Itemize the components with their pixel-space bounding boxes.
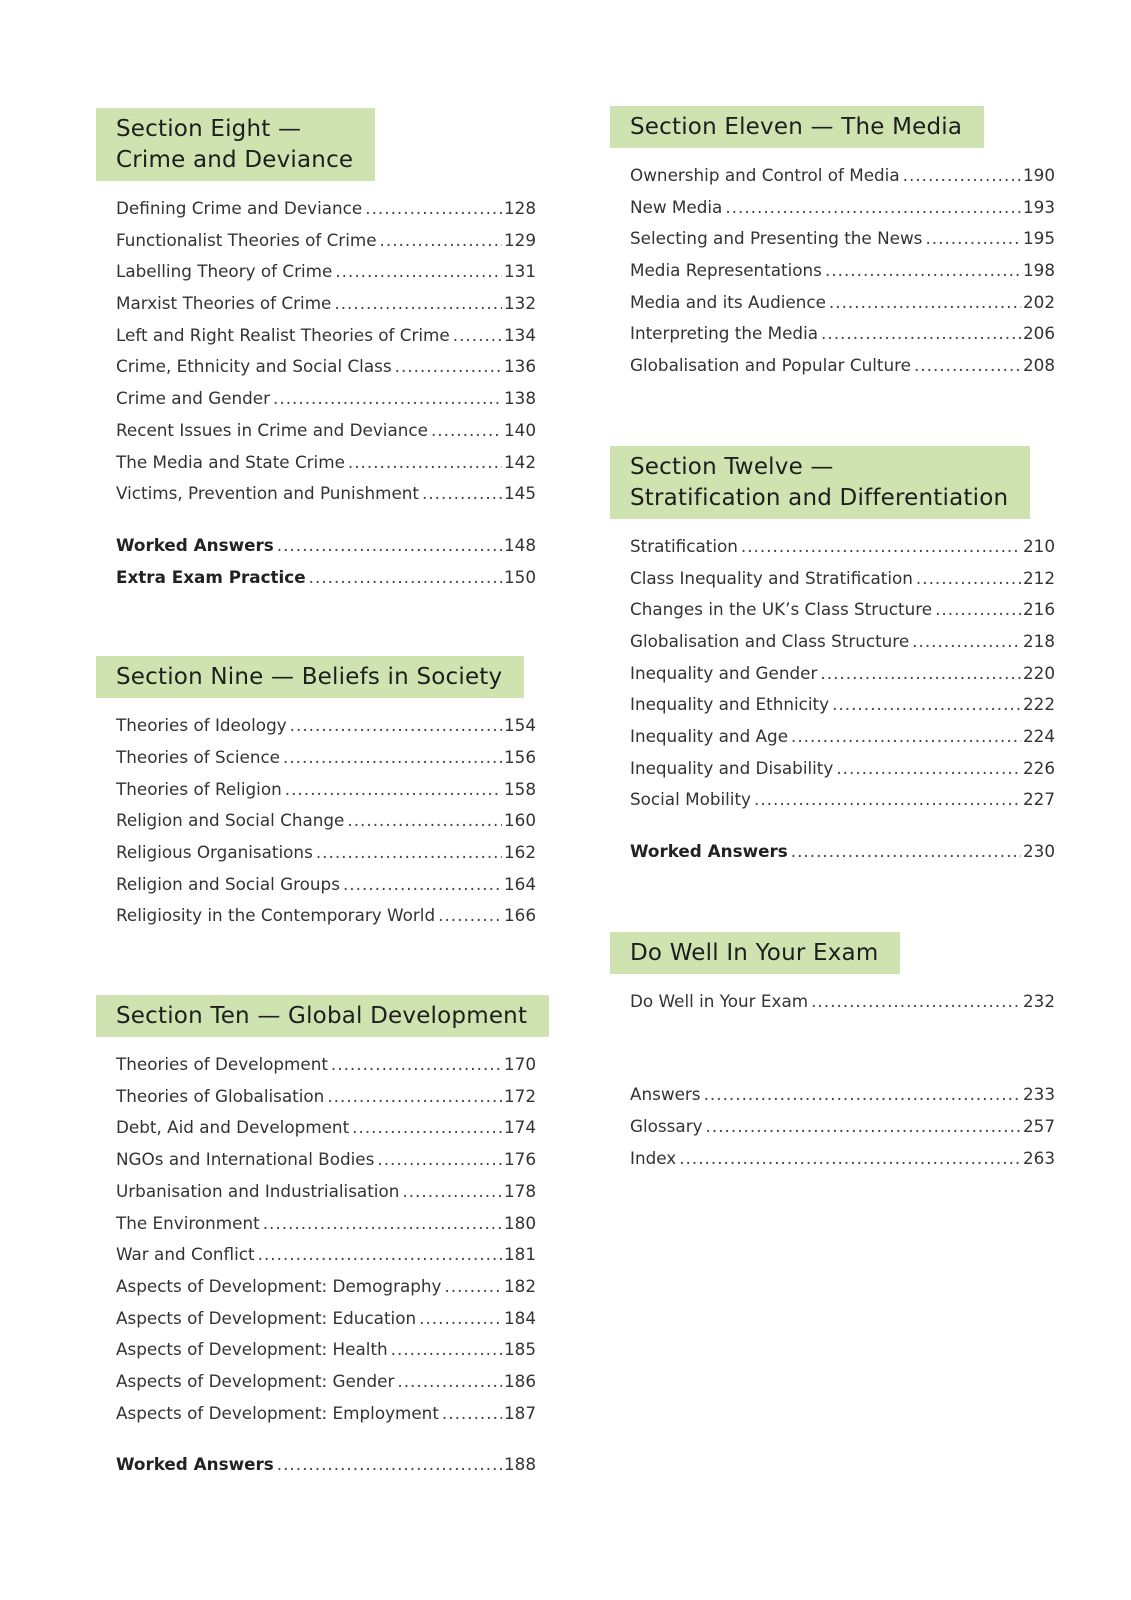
toc-entry[interactable] xyxy=(630,986,1055,1018)
entry-page: 174 xyxy=(504,1117,537,1138)
entry-page: 158 xyxy=(504,778,537,799)
section-heading xyxy=(610,106,984,148)
entry-title: Debt, Aid and Development xyxy=(116,1117,350,1138)
entry-page: 176 xyxy=(504,1149,537,1170)
entry-page: 160 xyxy=(504,810,537,831)
entry-page: 233 xyxy=(1023,1084,1056,1105)
toc-entry[interactable] xyxy=(630,721,1055,753)
entry-page: 185 xyxy=(504,1339,537,1360)
toc-entry[interactable] xyxy=(630,563,1055,595)
dot-leader xyxy=(754,784,1021,816)
dot-leader xyxy=(741,531,1021,563)
entry-title: Changes in the UK’s Class Structure xyxy=(630,599,933,620)
entry-page: 186 xyxy=(504,1370,537,1391)
entry-page: 172 xyxy=(504,1085,537,1106)
toc-entry[interactable] xyxy=(116,447,536,479)
section-ten xyxy=(96,995,536,1481)
entry-title: Inequality and Age xyxy=(630,725,789,746)
entry-page: 181 xyxy=(504,1244,537,1265)
entry-page: 210 xyxy=(1023,535,1056,556)
heading-line: Crime and Deviance xyxy=(116,147,354,173)
entry-page: 202 xyxy=(1023,291,1056,312)
dot-leader xyxy=(914,350,1021,382)
entry-page: 166 xyxy=(504,905,537,926)
toc-entry[interactable] xyxy=(630,350,1055,382)
entry-title: Aspects of Development: Demography xyxy=(116,1275,442,1296)
entry-title: Aspects of Development: Employment xyxy=(116,1402,439,1423)
toc-entry[interactable] xyxy=(116,869,536,901)
entry-title: Worked Answers xyxy=(116,534,274,555)
entry-page: 140 xyxy=(504,419,537,440)
entry-title: Functionalist Theories of Crime xyxy=(116,229,377,250)
section-heading xyxy=(96,995,549,1037)
toc-entry[interactable] xyxy=(116,774,536,806)
dot-leader xyxy=(444,1271,502,1303)
entry-title: Aspects of Development: Gender xyxy=(116,1370,395,1391)
entry-title: Selecting and Presenting the News xyxy=(630,228,923,249)
toc-entry[interactable] xyxy=(116,288,536,320)
section-eleven xyxy=(610,106,1055,382)
toc-entry-worked-answers[interactable] xyxy=(116,1449,536,1481)
section-eight xyxy=(96,108,536,593)
dot-leader xyxy=(453,320,502,352)
entry-title: Religious Organisations xyxy=(116,842,313,862)
entry-page: 190 xyxy=(1023,165,1056,185)
entry-page: 206 xyxy=(1023,323,1056,344)
entry-page: 208 xyxy=(1023,355,1056,376)
entry-page: 222 xyxy=(1023,694,1056,715)
entry-page: 212 xyxy=(1023,567,1056,588)
toc-entries xyxy=(610,531,1055,868)
entry-title: The Media and State Crime xyxy=(116,451,345,472)
heading-line: Section Eight — xyxy=(116,116,302,142)
toc-entry[interactable] xyxy=(630,689,1055,721)
section-do-well xyxy=(610,932,1055,1018)
entry-title: Ownership and Control of Media xyxy=(630,165,900,185)
dot-leader xyxy=(935,594,1021,626)
section-twelve xyxy=(610,446,1055,868)
toc-entry[interactable] xyxy=(630,626,1055,658)
entry-page: 188 xyxy=(504,1454,537,1475)
toc-entry[interactable] xyxy=(116,1112,536,1144)
entry-title: Aspects of Development: Education xyxy=(116,1307,417,1328)
toc-entry[interactable] xyxy=(630,160,1055,192)
entry-title: Defining Crime and Deviance xyxy=(116,198,363,218)
dot-leader xyxy=(258,1239,502,1271)
toc-entry[interactable] xyxy=(116,193,536,225)
entry-page: 128 xyxy=(504,198,537,218)
toc-entries xyxy=(610,986,1055,1018)
entry-title: Theories of Science xyxy=(116,746,281,767)
entry-page: 134 xyxy=(504,324,537,345)
heading-line: Section Nine — Beliefs in Society xyxy=(116,664,503,691)
entry-title: Theories of Religion xyxy=(116,778,282,799)
dot-leader xyxy=(725,192,1021,224)
entry-page: 198 xyxy=(1023,260,1056,281)
toc-entry[interactable] xyxy=(116,805,536,837)
toc-entry[interactable] xyxy=(116,383,536,415)
dot-leader xyxy=(263,1208,502,1240)
entry-page: 136 xyxy=(504,356,537,377)
back-matter xyxy=(610,1079,1055,1174)
entry-page: 156 xyxy=(504,746,537,767)
toc-entries xyxy=(96,193,536,593)
entry-page: 180 xyxy=(504,1212,537,1233)
entry-title: Religion and Social Groups xyxy=(116,873,340,894)
dot-leader xyxy=(343,869,502,901)
entry-title: Victims, Prevention and Punishment xyxy=(116,483,419,504)
toc-entry[interactable] xyxy=(116,1208,536,1240)
dot-leader xyxy=(704,1079,1021,1111)
dot-leader xyxy=(402,1176,502,1208)
entry-page: 257 xyxy=(1023,1116,1056,1137)
dot-leader xyxy=(290,710,502,742)
section-heading xyxy=(610,446,1030,519)
entry-page: 218 xyxy=(1023,630,1056,651)
entry-page: 162 xyxy=(504,842,537,862)
toc-entry[interactable] xyxy=(116,1334,536,1366)
toc-entry[interactable] xyxy=(116,1239,536,1271)
toc-entry[interactable] xyxy=(116,1398,536,1430)
dot-leader xyxy=(377,1144,502,1176)
heading-line: Section Eleven — The Media xyxy=(630,114,963,140)
entry-title: Class Inequality and Stratification xyxy=(630,567,913,588)
heading-line: Stratification and Differentiation xyxy=(630,484,1009,511)
entry-title: Crime and Gender xyxy=(116,388,271,409)
dot-leader xyxy=(903,160,1021,192)
entry-title: Inequality and Disability xyxy=(630,757,834,778)
toc-entries xyxy=(96,710,536,932)
toc-entry[interactable] xyxy=(116,1049,536,1081)
entry-page: 170 xyxy=(504,1054,537,1075)
toc-entry[interactable] xyxy=(630,223,1055,255)
entry-page: 132 xyxy=(504,293,537,314)
dot-leader xyxy=(438,900,502,932)
toc-entry[interactable] xyxy=(630,255,1055,287)
dot-leader xyxy=(422,478,502,510)
dot-leader xyxy=(821,318,1021,350)
section-nine xyxy=(96,656,536,932)
toc-entry-answers[interactable] xyxy=(630,1079,1055,1111)
entry-title: Index xyxy=(630,1147,677,1168)
entry-title: Religiosity in the Contemporary World xyxy=(116,905,436,926)
dot-leader xyxy=(811,986,1021,1018)
toc-entry[interactable] xyxy=(116,1144,536,1176)
entry-page: 226 xyxy=(1023,757,1056,778)
section-heading xyxy=(96,656,524,698)
entry-page: 195 xyxy=(1023,228,1056,249)
entry-title: Glossary xyxy=(630,1116,703,1137)
dot-leader xyxy=(331,1049,502,1081)
toc-entry[interactable] xyxy=(630,531,1055,563)
entry-title: Social Mobility xyxy=(630,789,751,810)
entry-page: 230 xyxy=(1023,841,1056,861)
toc-entry[interactable] xyxy=(116,415,536,447)
entry-page: 131 xyxy=(504,261,537,282)
entry-page: 178 xyxy=(504,1180,537,1201)
heading-line: Section Twelve — xyxy=(630,453,834,480)
entry-title: Interpreting the Media xyxy=(630,323,819,344)
toc-entry[interactable] xyxy=(116,710,536,742)
dot-leader xyxy=(395,351,502,383)
dot-leader xyxy=(442,1398,502,1430)
toc-entry[interactable] xyxy=(116,351,536,383)
dot-leader xyxy=(365,193,502,225)
toc-entry[interactable] xyxy=(630,594,1055,626)
toc-entry-extra-exam-practice[interactable] xyxy=(116,562,536,594)
toc-entry[interactable] xyxy=(116,1366,536,1398)
entry-title: Crime, Ethnicity and Social Class xyxy=(116,356,392,377)
entry-page: 182 xyxy=(504,1275,537,1296)
toc-entry[interactable] xyxy=(116,478,536,510)
toc-entry-worked-answers[interactable] xyxy=(630,836,1055,868)
toc-entry[interactable] xyxy=(116,1176,536,1208)
toc-entries xyxy=(610,160,1055,382)
entry-page: 150 xyxy=(504,566,537,587)
entry-title: NGOs and International Bodies xyxy=(116,1149,375,1170)
toc-entry[interactable] xyxy=(116,1303,536,1335)
right-column xyxy=(610,106,1055,1174)
entry-page: 154 xyxy=(504,715,537,736)
dot-leader xyxy=(836,753,1021,785)
dot-leader xyxy=(283,742,502,774)
entry-title: Stratification xyxy=(630,535,738,556)
heading-line: Section Ten — Global Development xyxy=(116,1003,528,1030)
entry-title: Labelling Theory of Crime xyxy=(116,261,333,282)
dot-leader xyxy=(791,836,1021,868)
entry-title: Religion and Social Change xyxy=(116,810,345,831)
section-heading xyxy=(610,932,900,974)
entry-title: Media Representations xyxy=(630,260,822,281)
dot-leader xyxy=(829,287,1021,319)
entry-page: 193 xyxy=(1023,196,1056,217)
toc-entry[interactable] xyxy=(630,287,1055,319)
entry-title: Theories of Development xyxy=(116,1054,328,1075)
dot-leader xyxy=(277,530,502,562)
entry-page: 263 xyxy=(1023,1147,1056,1168)
entry-title: Do Well in Your Exam xyxy=(630,990,809,1011)
dot-leader xyxy=(832,689,1021,721)
entry-page: 232 xyxy=(1023,990,1056,1011)
entry-page: 164 xyxy=(504,873,537,894)
dot-leader xyxy=(327,1081,502,1113)
toc-entry-glossary[interactable] xyxy=(630,1111,1055,1143)
entry-title: Worked Answers xyxy=(116,1454,274,1475)
entry-title: The Environment xyxy=(116,1212,260,1233)
dot-leader xyxy=(419,1303,502,1335)
entry-title: New Media xyxy=(630,196,723,217)
section-heading xyxy=(96,108,375,181)
entry-title: War and Conflict xyxy=(116,1244,255,1265)
entry-page: 216 xyxy=(1023,599,1056,620)
entry-page: 184 xyxy=(504,1307,537,1328)
toc-entry-worked-answers[interactable] xyxy=(116,530,536,562)
entry-page: 138 xyxy=(504,388,537,409)
dot-leader xyxy=(273,383,502,415)
dot-leader xyxy=(431,415,502,447)
entry-page: 187 xyxy=(504,1402,537,1423)
toc-entries xyxy=(96,1049,536,1481)
entry-title: Answers xyxy=(630,1084,701,1105)
toc-entry[interactable] xyxy=(630,658,1055,690)
entry-page: 129 xyxy=(504,229,537,250)
heading-line: Do Well In Your Exam xyxy=(630,939,879,966)
entry-page: 148 xyxy=(504,534,537,555)
toc-entry[interactable] xyxy=(116,1081,536,1113)
dot-leader xyxy=(825,255,1021,287)
entry-title: Marxist Theories of Crime xyxy=(116,293,332,314)
dot-leader xyxy=(277,1449,502,1481)
toc-entry[interactable] xyxy=(116,1271,536,1303)
dot-leader xyxy=(706,1111,1021,1143)
toc-entry[interactable] xyxy=(116,256,536,288)
entry-title: Recent Issues in Crime and Deviance xyxy=(116,419,428,440)
toc-entry[interactable] xyxy=(630,784,1055,816)
dot-leader xyxy=(912,626,1021,658)
toc-entry[interactable] xyxy=(116,900,536,932)
entry-title: Globalisation and Popular Culture xyxy=(630,355,911,376)
entry-title: Inequality and Gender xyxy=(630,662,818,683)
toc-entry[interactable] xyxy=(116,837,536,869)
entry-page: 224 xyxy=(1023,725,1056,746)
toc-entry[interactable] xyxy=(116,742,536,774)
entry-title: Theories of Ideology xyxy=(116,715,287,736)
entry-page: 145 xyxy=(504,483,537,504)
dot-leader xyxy=(352,1112,502,1144)
dot-leader xyxy=(925,223,1021,255)
dot-leader xyxy=(916,563,1021,595)
dot-leader xyxy=(309,562,502,594)
dot-leader xyxy=(316,837,502,869)
entry-title: Aspects of Development: Health xyxy=(116,1339,388,1360)
entry-title: Globalisation and Class Structure xyxy=(630,630,910,651)
entry-title: Inequality and Ethnicity xyxy=(630,694,830,715)
toc-entry[interactable] xyxy=(116,225,536,257)
dot-leader xyxy=(285,774,502,806)
toc-entry[interactable] xyxy=(630,192,1055,224)
toc-entry-index[interactable] xyxy=(630,1143,1055,1175)
dot-leader xyxy=(391,1334,502,1366)
entry-title: Left and Right Realist Theories of Crime xyxy=(116,324,450,345)
entry-page: 142 xyxy=(504,451,537,472)
entry-page: 220 xyxy=(1023,662,1056,683)
entry-page: 227 xyxy=(1023,789,1056,810)
dot-leader xyxy=(791,721,1021,753)
dot-leader xyxy=(334,288,502,320)
dot-leader xyxy=(335,256,502,288)
toc-entry[interactable] xyxy=(630,318,1055,350)
entry-title: Urbanisation and Industrialisation xyxy=(116,1180,400,1201)
entry-title: Extra Exam Practice xyxy=(116,566,306,587)
toc-entry[interactable] xyxy=(116,320,536,352)
toc-entry[interactable] xyxy=(630,753,1055,785)
dot-leader xyxy=(820,658,1021,690)
entry-title: Worked Answers xyxy=(630,841,788,861)
dot-leader xyxy=(347,805,502,837)
left-column xyxy=(96,108,536,1481)
entry-title: Theories of Globalisation xyxy=(116,1085,325,1106)
dot-leader xyxy=(348,447,502,479)
entry-title: Media and its Audience xyxy=(630,291,826,312)
dot-leader xyxy=(380,225,502,257)
dot-leader xyxy=(397,1366,502,1398)
dot-leader xyxy=(679,1143,1021,1175)
